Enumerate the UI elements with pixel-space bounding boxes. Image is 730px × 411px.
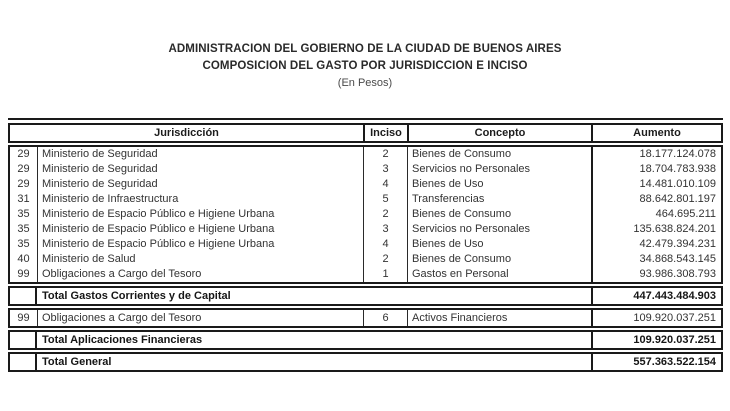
- empty-code-cell: [10, 354, 37, 370]
- inciso-cell: 4: [363, 177, 407, 192]
- table-row: [10, 192, 721, 207]
- concepto-cell: Bienes de Consumo: [407, 207, 591, 222]
- concepto-cell: Bienes de Uso: [407, 237, 591, 252]
- jurisdiction-name-cell: Ministerio de Seguridad: [37, 147, 363, 162]
- concepto-cell: Bienes de Consumo: [407, 147, 591, 162]
- jurisdiction-name-cell: Ministerio de Infraestructura: [37, 192, 363, 207]
- table-row: [10, 267, 721, 282]
- jurisdiction-code-cell: 99: [17, 268, 30, 280]
- table-row: [10, 207, 721, 222]
- table-row: [10, 310, 721, 326]
- concepto-cell: Bienes de Uso: [407, 177, 591, 192]
- empty-code-cell: [10, 288, 37, 304]
- jurisdiction-name-cell: Ministerio de Espacio Público e Higiene Urbana: [37, 207, 363, 222]
- document-title: ADMINISTRACION DEL GOBIERNO DE LA CIUDAD DE BUENOS AIRES: [168, 43, 562, 55]
- aumento-cell: 464.695.211: [591, 207, 721, 222]
- jurisdiction-name-cell: Ministerio de Seguridad: [37, 177, 363, 192]
- inciso-cell: 6: [363, 310, 407, 326]
- aumento-cell: 18.177.124.078: [591, 147, 721, 162]
- jurisdiction-code-cell: 35: [17, 238, 30, 250]
- inciso-cell: 2: [363, 147, 407, 162]
- column-header-jurisdiccion: Jurisdicción: [154, 127, 219, 139]
- total-gastos-row: [8, 286, 723, 306]
- document-subtitle: COMPOSICION DEL GASTO POR JURISDICCION E INCISO: [202, 60, 528, 72]
- inciso-cell: 1: [363, 267, 407, 282]
- total-aplicaciones-amount: 109.920.037.251: [591, 332, 721, 348]
- concepto-cell: Activos Financieros: [407, 310, 591, 326]
- table-row: [10, 222, 721, 237]
- table-row: [10, 177, 721, 192]
- aumento-cell: 18.704.783.938: [591, 162, 721, 177]
- jurisdiction-code-cell: 99: [17, 312, 30, 324]
- document-header: [0, 41, 730, 92]
- budget-table: [8, 118, 723, 372]
- financial-applications-row: [8, 308, 723, 328]
- table-row: [10, 147, 721, 162]
- total-general-amount: 557.363.522.154: [591, 354, 721, 370]
- inciso-cell: 3: [363, 222, 407, 237]
- empty-code-cell: [10, 332, 37, 348]
- inciso-cell: 2: [363, 252, 407, 267]
- inciso-cell: 2: [363, 207, 407, 222]
- aumento-cell: 88.642.801.197: [591, 192, 721, 207]
- table-row: [10, 237, 721, 252]
- jurisdiction-code-cell: 29: [17, 148, 30, 160]
- jurisdiction-code-cell: 29: [17, 178, 30, 190]
- aumento-cell: 109.920.037.251: [591, 310, 721, 326]
- inciso-cell: 5: [363, 192, 407, 207]
- jurisdiction-name-cell: Ministerio de Salud: [37, 252, 363, 267]
- column-header-aumento: Aumento: [591, 125, 721, 141]
- table-top-rule: [8, 118, 723, 120]
- aumento-cell: 135.638.824.201: [591, 222, 721, 237]
- jurisdiction-name-cell: Obligaciones a Cargo del Tesoro: [37, 310, 363, 326]
- total-general-label: Total General: [42, 356, 112, 368]
- concepto-cell: Transferencias: [407, 192, 591, 207]
- total-aplicaciones-label: Total Aplicaciones Financieras: [42, 334, 203, 346]
- inciso-cell: 3: [363, 162, 407, 177]
- jurisdiction-code-cell: 29: [17, 163, 30, 175]
- total-gastos-amount: 447.443.484.903: [591, 288, 721, 304]
- concepto-cell: Servicios no Personales: [407, 162, 591, 177]
- jurisdiction-code-cell: 35: [17, 223, 30, 235]
- column-header-inciso: Inciso: [363, 125, 407, 141]
- aumento-cell: 34.868.543.145: [591, 252, 721, 267]
- jurisdiction-name-cell: Ministerio de Espacio Público e Higiene Urbana: [37, 237, 363, 252]
- jurisdiction-code-cell: 31: [17, 193, 30, 205]
- aumento-cell: 14.481.010.109: [591, 177, 721, 192]
- aumento-cell: 93.986.308.793: [591, 267, 721, 282]
- concepto-cell: Gastos en Personal: [407, 267, 591, 282]
- total-aplicaciones-row: [8, 330, 723, 350]
- inciso-cell: 4: [363, 237, 407, 252]
- jurisdiction-name-cell: Obligaciones a Cargo del Tesoro: [37, 267, 363, 282]
- jurisdiction-name-cell: Ministerio de Espacio Público e Higiene Urbana: [37, 222, 363, 237]
- total-gastos-label: Total Gastos Corrientes y de Capital: [42, 290, 231, 302]
- table-header: [8, 123, 723, 143]
- total-general-row: [8, 352, 723, 372]
- table-row: [10, 162, 721, 177]
- table-row: [10, 252, 721, 267]
- expenses-section: [8, 145, 723, 284]
- concepto-cell: Servicios no Personales: [407, 222, 591, 237]
- concepto-cell: Bienes de Consumo: [407, 252, 591, 267]
- jurisdiction-code-cell: 40: [17, 253, 30, 265]
- aumento-cell: 42.479.394.231: [591, 237, 721, 252]
- currency-unit-label: (En Pesos): [337, 77, 393, 89]
- jurisdiction-name-cell: Ministerio de Seguridad: [37, 162, 363, 177]
- jurisdiction-code-cell: 35: [17, 208, 30, 220]
- column-header-concepto: Concepto: [407, 125, 591, 141]
